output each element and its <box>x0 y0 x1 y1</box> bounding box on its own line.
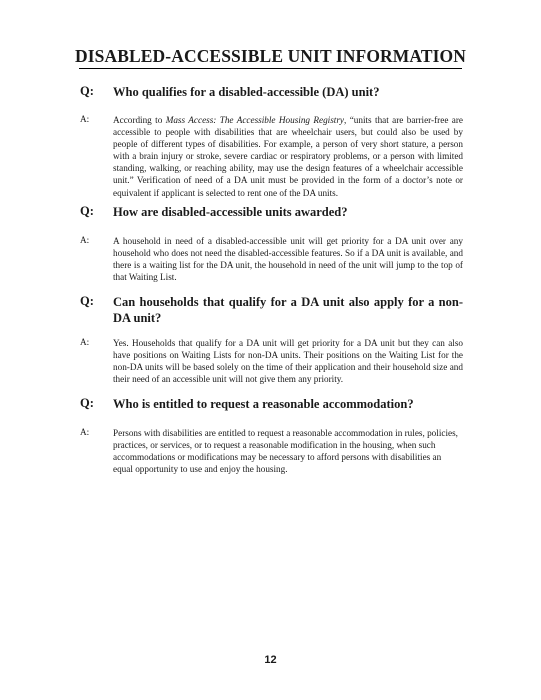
answer-marker: A: <box>80 337 90 347</box>
question-text: Who qualifies for a disabled-accessible (DA) unit? <box>113 85 380 99</box>
answer-text: Yes. Households that qualify for a DA unit will get priority for a DA unit but they can also have positions on Waiting Lists for non-DA units. Their positions on the Waiting List for the non-DA units will be based solely on the time of their application and their household size and their need of an accessible unit will not give them any priority. <box>113 338 463 385</box>
question-text: How are disabled-accessible units awarded? <box>113 205 348 219</box>
title-rule <box>79 68 462 69</box>
answer-marker: A: <box>80 235 90 245</box>
source-title: Mass Access: The Accessible Housing Registry <box>165 115 345 125</box>
answer-text: Persons with disabilities are entitled to request a reasonable accommodation in rules, policies, practices, or services, or to request a reasonable modification in the housing, when such accommodations or modifications may be necessary to afford persons with disabilities an equal opportunity to use and enjoy the housing. <box>113 428 458 475</box>
question-marker: Q: <box>80 84 94 98</box>
question-marker: Q: <box>80 396 94 410</box>
question-marker: Q: <box>80 294 94 308</box>
answer-text-body: , “units that are barrier-free are accessible to people with disabilities that are wheelchair users, but could also be used by people of different types of disabilities. For example, a person of very short stature, a person with a brain injury or stroke, severe cardiac or respiratory problems, or a person with limited standing, walking, or reaching ability, may use the design features of a wheelchair accessible unit.” Verification of need of a DA unit must be provided in the form of a doctor’s note or equivalent if applicant is selected to rent one of the DA units. <box>113 115 463 198</box>
page-title: DISABLED-ACCESSIBLE UNIT INFORMATION <box>75 46 466 66</box>
answer-text-intro: According to <box>113 115 166 125</box>
question-text: Can households that qualify for a DA unit also apply for a non-DA unit? <box>113 295 463 325</box>
question-text: Who is entitled to request a reasonable accommodation? <box>113 397 414 411</box>
answer-text: A household in need of a disabled-accessible unit will get priority for a DA unit over any household who does not need the disabled-accessible features. So if a DA unit is available, and there is a waiting list for the DA unit, the household in need of the unit will jump to the top of that Waiting List. <box>113 236 463 283</box>
page-number: 12 <box>264 654 277 666</box>
answer-marker: A: <box>80 427 90 437</box>
answer-text <box>113 114 463 199</box>
question-marker: Q: <box>80 204 94 218</box>
answer-marker: A: <box>80 114 90 124</box>
